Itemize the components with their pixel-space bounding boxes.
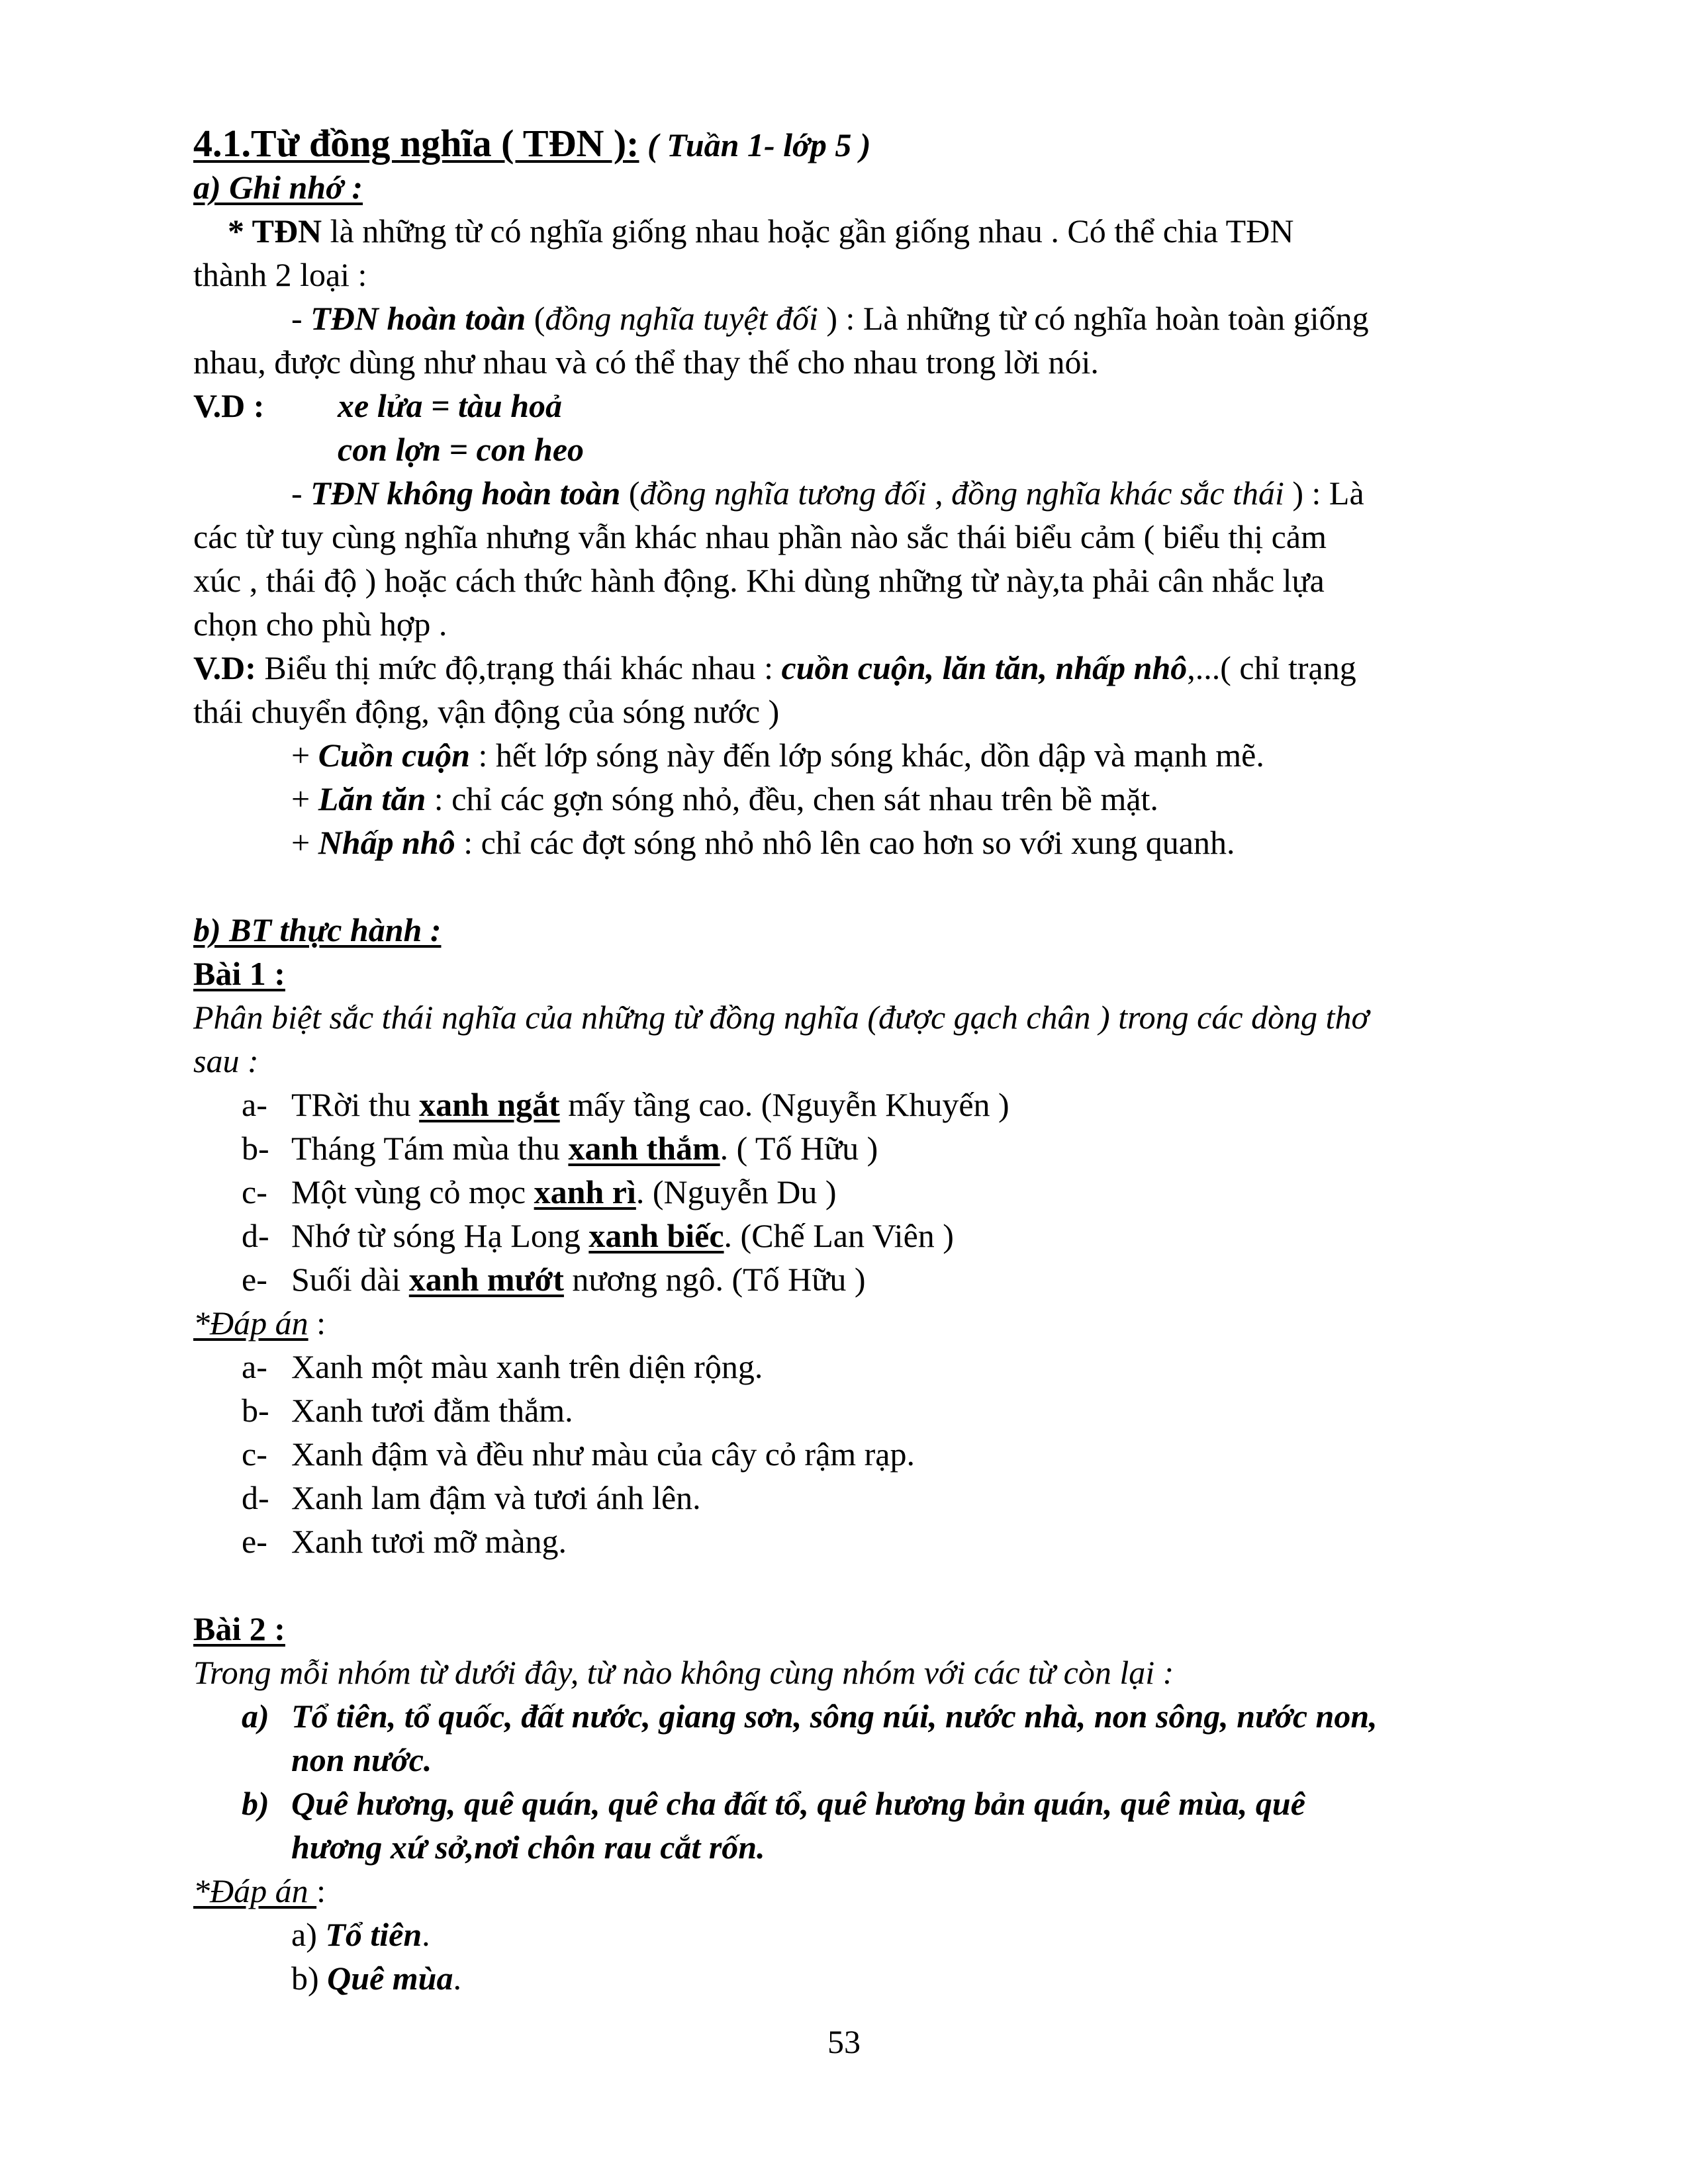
exercise-1-prompt-line-2: sau : (193, 1042, 259, 1079)
heading-week: ( Tuần 1- lớp 5 ) (647, 126, 871, 163)
example-label-2: V.D: (193, 649, 256, 686)
partial-synonym-line-4: chọn cho phù hợp . (193, 606, 447, 643)
ghi-nho-title: a) Ghi nhớ : (193, 169, 363, 206)
explanation-item: + Nhấp nhô : chỉ các đợt sóng nhỏ nhô lên cao hơn so với xung quanh. (291, 824, 1235, 861)
exercise-2-answer: b) Quê mùa. (291, 1960, 461, 1997)
full-synonym-line-2: nhau, được dùng như nhau và có thể thay thế cho nhau trong lời nói. (193, 343, 1099, 381)
partial-synonym-term: TĐN không hoàn toàn (310, 475, 621, 512)
explanation-item: + Cuồn cuộn : hết lớp sóng này đến lớp sóng khác, dồn dập và mạnh mẽ. (291, 737, 1264, 774)
page-number: 53 (827, 2023, 861, 2060)
exercise-2-prompt: Trong mỗi nhóm từ dưới đây, từ nào không cùng nhóm với các từ còn lại : (193, 1654, 1174, 1691)
partial-synonym-line-2: các từ tuy cùng nghĩa nhưng vẫn khác nhau phần nào sắc thái biểu cảm ( biểu thị cảm (193, 518, 1327, 555)
explanation-item: + Lăn tăn : chỉ các gợn sóng nhỏ, đều, chen sát nhau trên bề mặt. (291, 780, 1158, 817)
document-page: 4.1.Từ đồng nghĩa ( TĐN ): ( Tuần 1- lớp 5 ) a) Ghi nhớ : * TĐN là những từ có nghĩa giống nhau hoặc gần giống nhau . Có thể chia TĐN thành 2 loại : - TĐN hoàn toàn (đồng nghĩa tuyệt đối ) : Là những từ có nghĩa hoàn toàn giống nhau, được dùng như nhau và có thể thay thế cho nhau trong lời nói. V.D : xe lửa = tàu hoả con lợn = con heo - TĐN không hoàn toàn (đồng nghĩa tương đối , đồng nghĩa khác sắc thái ) : Là các từ tuy cùng nghĩa nhưng vẫn khác nhau phần nào sắc thái biểu cảm ( biểu thị cảm xúc , thái độ ) hoặc cách thức hành động. Khi dùng những từ này,ta phải cân nhắc lựa chọn cho phù hợp . V.D: Biểu thị mức độ,trạng thái khác nhau : cuồn cuộn, lăn tăn, nhấp nhô,...( chỉ trạng thái chuyển động, vận động của sóng nước ) + Cuồn cuộn : hết lớp sóng này đến lớp sóng khác, dồn dập và mạnh mẽ. + Lăn tăn : chỉ các gợn sóng nhỏ, đều, chen sát nhau trên bề mặt. + Nhấp nhô : chỉ các đợt sóng nhỏ nhô lên cao hơn so với xung quanh. b) BT thực hành : Bài 1 : Phân biệt sắc thái nghĩa của những từ đồng nghĩa (được gạch chân ) trong các dòng thơ sau : a- TRời thu xanh ngắt mấy tầng cao. (Nguyễn Khuyến ) b- Tháng Tám mùa thu xanh thắm. ( Tố Hữu ) c- Một vùng cỏ mọc xanh rì. (Nguyễn Du ) d- Nhớ từ sóng Hạ Long xanh biếc. (Chế Lan Viên ) e- Suối dài xanh mướt nương ngô. (Tố Hữu ) *Đáp án : a- Xanh một màu xanh trên diện rộng. b- Xanh tươi đằm thắm. c- Xanh đậm và đều như màu của cây cỏ rậm rạp. d- Xanh lam đậm và tươi ánh lên. e- Xanh tươi mỡ màng. Bài 2 : Trong mỗi nhóm từ dưới đây, từ nào không cùng nhóm với các từ còn lại : a) Tổ tiên, tổ quốc, đất nước, giang sơn, sông núi, nước nhà, non sông, nước non, non nước. b) Quê hương, quê quán, quê cha đất tổ, quê hương bản quán, quê mùa, quê hương xứ sở,nơi chôn rau cắt rốn. *Đáp án : a) Tổ tiên. b) Quê mùa. 53 (0, 0, 1688, 2184)
practice-title: b) BT thực hành : (193, 911, 442, 948)
exercise-2-answer: a) Tổ tiên. (291, 1916, 430, 1953)
exercise-1-prompt-line-1: Phân biệt sắc thái nghĩa của những từ đồng nghĩa (được gạch chân ) trong các dòng thơ (193, 999, 1370, 1036)
exercise-1-answer-label: *Đáp án : (193, 1304, 326, 1342)
definition-line-1: * TĐN là những từ có nghĩa giống nhau hoặc gần giống nhau . Có thể chia TĐN (228, 212, 1294, 250)
full-synonym-term: TĐN hoàn toàn (310, 300, 526, 337)
example-2-line-2: thái chuyển động, vận động của sóng nước ) (193, 693, 780, 730)
example-2-line-1: V.D: Biểu thị mức độ,trạng thái khác nhau : cuồn cuộn, lăn tăn, nhấp nhô,...( chỉ trạng (193, 649, 1356, 686)
partial-synonym-line-3: xúc , thái độ ) hoặc cách thức hành động. Khi dùng những từ này,ta phải cân nhắc lựa (193, 562, 1325, 599)
full-synonym-line-1: - TĐN hoàn toàn (đồng nghĩa tuyệt đối ) : Là những từ có nghĩa hoàn toàn giống (291, 300, 1369, 337)
heading-title: 4.1.Từ đồng nghĩa ( TĐN ): (193, 122, 639, 165)
exercise-1-title: Bài 1 : (193, 955, 285, 992)
section-heading (193, 122, 870, 167)
exercise-2-title: Bài 2 : (193, 1610, 285, 1647)
definition-line-2: thành 2 loại : (193, 256, 367, 293)
partial-synonym-line-1: - TĐN không hoàn toàn (đồng nghĩa tương đối , đồng nghĩa khác sắc thái ) : Là (291, 475, 1364, 512)
example-1-line-2: con lợn = con heo (338, 431, 585, 468)
exercise-2-answer-label: *Đáp án : (193, 1872, 326, 1909)
example-label-1: V.D : (193, 387, 265, 424)
example-1-line-1: xe lửa = tàu hoả (338, 387, 563, 424)
